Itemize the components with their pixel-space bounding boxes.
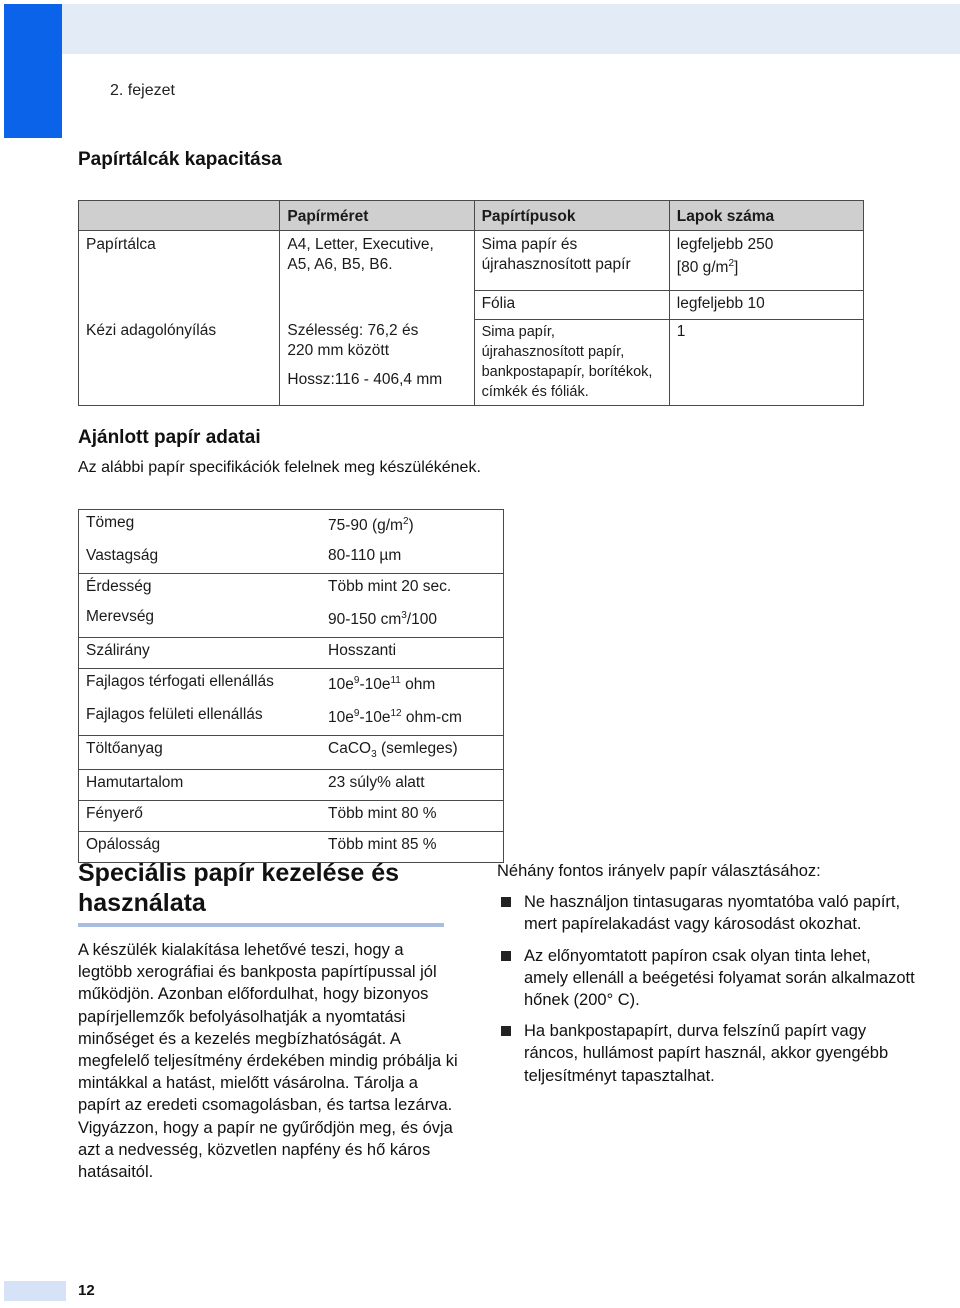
capacity-header-type: Papírtípusok (474, 201, 669, 231)
size-cell (280, 319, 474, 406)
spec-table (78, 509, 504, 863)
spec-value-sup: 3 (401, 610, 407, 621)
count-line (677, 258, 856, 278)
spec-value (321, 604, 504, 638)
table-row (79, 510, 504, 544)
spec-value-sup: 11 (390, 675, 401, 686)
spec-label: Szálirány (79, 638, 322, 669)
spec-label: Tömeg (79, 510, 322, 544)
count-cell (669, 231, 863, 291)
table-row (79, 638, 504, 669)
spec-label: Fajlagos térfogati ellenállás (79, 669, 322, 703)
table-row (79, 770, 504, 801)
spec-label: Vastagság (79, 543, 322, 574)
bullet-square-icon (501, 1026, 511, 1036)
type-line: bankpostapapír, borítékok, (481, 363, 653, 380)
spec-value-sup: 9 (353, 675, 360, 686)
spec-label: Fajlagos felületi ellenállás (79, 702, 322, 736)
table-row (79, 702, 504, 736)
spec-value (321, 510, 504, 544)
spec-value-text: -10e (359, 709, 391, 726)
table-row (79, 574, 504, 605)
size-line: A4, Letter, Executive, (287, 236, 434, 253)
bullet-square-icon (501, 897, 511, 907)
size-line: A5, A6, B5, B6. (287, 256, 393, 273)
spec-value-text: ohm-cm (401, 709, 462, 726)
list-item (497, 891, 917, 935)
special-heading (78, 858, 399, 918)
type-cell: Fólia (474, 291, 669, 319)
type-cell (474, 319, 669, 406)
chapter-label: 2. fejezet (110, 82, 175, 99)
spec-value-text: /100 (406, 611, 437, 628)
count-text: [80 g/m (676, 259, 729, 276)
table-row (79, 604, 504, 638)
list-item (497, 945, 917, 1012)
capacity-heading: Papírtálcák kapacitása (78, 149, 282, 170)
count-line: legfeljebb 250 (676, 236, 774, 253)
guidelines-lead: Néhány fontos irányelv papír választásához: (497, 862, 821, 880)
spec-value (321, 702, 504, 736)
table-row (79, 801, 504, 832)
spec-value-sup: 9 (353, 708, 360, 719)
spec-label: Töltőanyag (79, 736, 322, 770)
spec-value (321, 736, 504, 770)
spec-value-text: -10e (359, 676, 391, 693)
count-cell: legfeljebb 10 (669, 291, 863, 319)
table-row (79, 543, 504, 574)
capacity-header-size: Papírméret (280, 201, 474, 231)
spec-label: Opálosság (79, 832, 322, 863)
spec-label: Érdesség (79, 574, 322, 605)
count-sup: 2 (728, 258, 735, 269)
spec-value-text: 10e (328, 709, 354, 726)
recommended-heading: Ajánlott papír adatai (78, 427, 261, 448)
table-row (79, 231, 864, 291)
spec-value-text: ohm (400, 676, 436, 693)
spec-value-text: 90-150 cm (328, 611, 402, 628)
spec-value: Több mint 20 sec. (321, 574, 504, 605)
spec-label: Merevség (79, 604, 322, 638)
spec-value-text: 75-90 (g/m (328, 517, 403, 534)
table-row (79, 736, 504, 770)
size-cell (280, 231, 474, 320)
spec-value: Több mint 85 % (321, 832, 504, 863)
chapter-tab-marker (4, 4, 62, 138)
type-line: újrahasznosított papír (481, 256, 631, 273)
size-line: 220 mm között (287, 342, 390, 359)
type-line: címkék és fóliák. (481, 383, 589, 400)
special-body: A készülék kialakítása lehetővé teszi, hogy a legtöbb xerográfiai és bankposta papírtípussal jól működjön. Azonban előfordulhat, hogy bizonyos papírjellemzők befolyásolhatják a nyomtatási minőséget és a kezelés megbízhatóságát. A megfelelő teljesítmény érdekében mindig próbálja ki mintákkal a hatást, mielőtt vásárolna. Tárolja a papírt az eredeti csomagolásban, és tartsa lezárva. Vigyázzon, hogy a papír ne gyűrődjön meg, és óvja azt a nedvesség, közvetlen napfény és hő káros hatásaitól. (78, 941, 458, 1182)
spec-value-sup: 2 (402, 516, 409, 527)
special-heading-line: Speciális papír kezelése és (78, 859, 400, 887)
table-row (79, 669, 504, 703)
capacity-table (78, 200, 864, 406)
guideline-text: Ha bankpostapapírt, durva felszínű papírt vagy ráncos, hullámost papírt használ, akkor gyengébb teljesítményt tapasztalhat. (524, 1022, 889, 1085)
guideline-text: Ne használjon tintasugaras nyomtatóba való papírt, mert papírelakadást vagy károsodást okozhat. (524, 893, 901, 934)
spec-value: Hosszanti (321, 638, 504, 669)
spec-value: 23 súly% alatt (321, 770, 504, 801)
bullet-square-icon (501, 951, 511, 961)
page-number: 12 (78, 1282, 95, 1299)
tray-cell: Kézi adagolónyílás (79, 319, 280, 406)
heading-underline (78, 923, 444, 927)
type-line: Sima papír, (481, 323, 555, 340)
tray-cell: Papírtálca (79, 231, 280, 320)
type-line: újrahasznosított papír, (481, 343, 625, 360)
spec-value-text: (semleges) (376, 740, 458, 757)
guideline-text: Az előnyomtatott papíron csak olyan tinta lehet, amely ellenáll a beégetési folyamat során alkalmazott hőnek (200° C). (524, 946, 915, 1010)
recommended-intro: Az alábbi papír specifikációk felelnek meg készülékének. (78, 459, 481, 476)
spec-value-sub: 3 (371, 749, 377, 760)
list-item (497, 1020, 917, 1087)
spec-value-text: CaCO (328, 740, 372, 757)
size-line: Hossz:116 - 406,4 mm (287, 371, 443, 388)
capacity-header-count: Lapok száma (669, 201, 863, 231)
header-band (62, 4, 960, 54)
spec-label: Fényerő (79, 801, 322, 832)
table-row (79, 319, 864, 406)
type-line: Sima papír és (481, 236, 578, 253)
spec-value: 80-110 µm (321, 543, 504, 574)
spec-value-text: 10e (328, 676, 354, 693)
guidelines-section (497, 860, 917, 1096)
count-text: ] (734, 259, 739, 276)
count-cell: 1 (669, 319, 863, 406)
spec-value: Több mint 80 % (321, 801, 504, 832)
size-line: Szélesség: 76,2 és (287, 322, 419, 339)
spec-label: Hamutartalom (79, 770, 322, 801)
capacity-header-empty (79, 201, 280, 231)
special-heading-line: használata (78, 889, 206, 917)
spec-value (321, 669, 504, 703)
spec-value-sup: 12 (390, 708, 402, 719)
capacity-header-row (79, 201, 864, 231)
type-cell (474, 231, 669, 291)
footer-band (4, 1281, 66, 1301)
spec-value-text: ) (408, 517, 414, 534)
